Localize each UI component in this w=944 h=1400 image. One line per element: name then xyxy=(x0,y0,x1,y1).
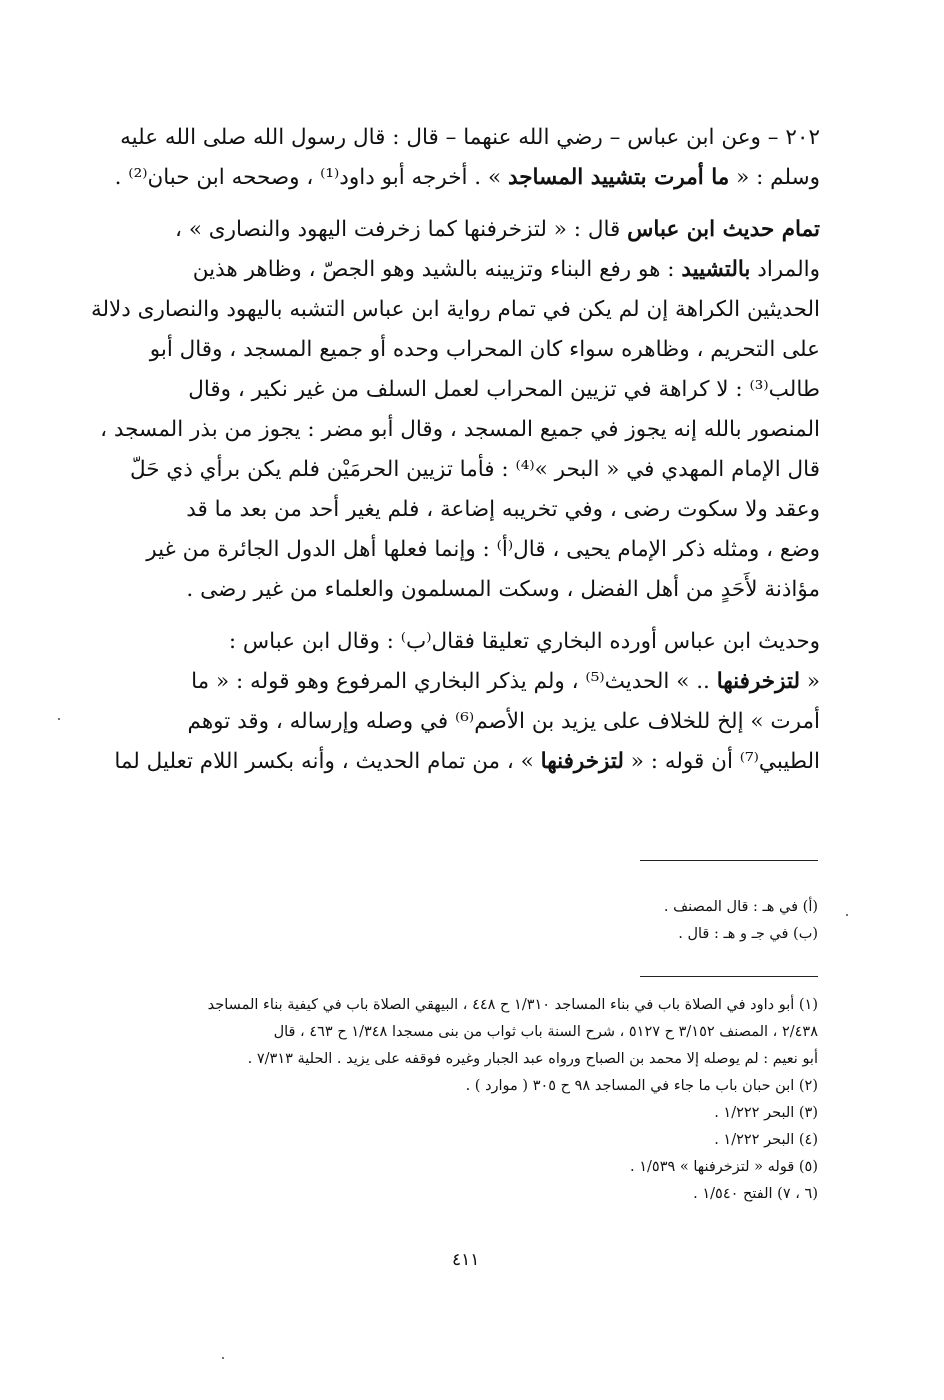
footnote-line: أبو نعيم : لم يوصله إلا محمد بن الصباح ورواه عبد الجبار وغيره فوقفه على يزيد . الحلية ٧/٣١٣ . xyxy=(247,1051,818,1067)
text-line: « لتزخرفنها .. » الحديث⁽⁵⁾ ، ولم يذكر البخاري المرفوع وهو قوله : « ما xyxy=(191,669,820,694)
text-line: وسلم : « ما أمرت بتشييد المساجد » . أخرجه أبو داود⁽¹⁾ ، وصححه ابن حبان⁽²⁾ . xyxy=(114,165,820,190)
scan-speck xyxy=(58,718,60,720)
main-text xyxy=(90,118,820,782)
text-line: على التحريم ، وظاهره سواء كان المحراب وحده أو جميع المسجد ، وقال أبو xyxy=(149,337,820,362)
footnote-divider-top xyxy=(640,860,818,861)
text-line: أمرت » إلخ للخلاف على يزيد بن الأصم⁽⁶⁾ في وصله وإرساله ، وقد توهم xyxy=(187,709,820,734)
footnote-line: ٢/٤٣٨ ، المصنف ٣/١٥٢ ح ٥١٢٧ ، شرح السنة باب ثواب من بنى مسجدا ١/٣٤٨ ح ٤٦٣ ، قال xyxy=(273,1024,818,1040)
scan-speck xyxy=(222,1357,224,1359)
footnotes xyxy=(128,992,818,1208)
text-line: مؤاذنة لأَحَدٍ من أهل الفضل ، وسكت المسلمون والعلماء من غير رضى . xyxy=(186,577,820,602)
hadith-quote: ما أمرت بتشييد المساجد xyxy=(507,165,730,190)
text-line: الحديثين الكراهة إن لم يكن في تمام رواية ابن عباس التشبه باليهود والنصارى دلالة xyxy=(90,297,820,322)
page-number: ٤١١ xyxy=(452,1250,480,1270)
variant-note: (أ) في هـ : قال المصنف . xyxy=(663,899,818,915)
commentary-paragraph xyxy=(90,210,820,610)
text-line: وعقد ولا سكوت رضى ، وفي تخريبه إضاعة ، فلم يغير أحد من بعد ما قد xyxy=(186,497,820,522)
quoted-word: لتزخرفنها xyxy=(716,669,800,694)
footnote-line: (٣) البحر ١/٢٢٢ . xyxy=(714,1105,818,1121)
defined-term: بالتشييد xyxy=(681,257,751,282)
variant-notes xyxy=(418,894,818,948)
text-line: الطيبي⁽⁷⁾ أن قوله : « لتزخرفنها » ، من تمام الحديث ، وأنه بكسر اللام تعليل لما xyxy=(114,749,820,774)
hadith-paragraph xyxy=(114,118,820,198)
text-line: طالب⁽³⁾ : لا كراهة في تزيين المحراب لعمل السلف من غير نكير ، وقال xyxy=(188,377,820,402)
text-line: ٢٠٢ – وعن ابن عباس – رضي الله عنهما – قال : قال رسول الله صلى الله عليه xyxy=(120,125,820,150)
section-heading: تمام حديث ابن عباس xyxy=(627,217,820,242)
quoted-word: لتزخرفنها xyxy=(540,749,624,774)
bukhari-paragraph xyxy=(114,622,820,782)
text-line: وحديث ابن عباس أورده البخاري تعليقا فقال⁽ب⁾ : وقال ابن عباس : xyxy=(228,629,820,654)
scan-speck xyxy=(846,914,848,916)
text-line: والمراد بالتشييد : هو رفع البناء وتزيينه بالشيد وهو الجصّ ، وظاهر هذين xyxy=(192,257,820,282)
footnote-line: (٥) قوله « لتزخرفنها » ١/٥٣٩ . xyxy=(630,1159,818,1175)
text-line: وضع ، ومثله ذكر الإمام يحيى ، قال⁽أ⁾ : وإنما فعلها أهل الدول الجائرة من غير xyxy=(146,537,820,562)
text-line: المنصور بالله إنه يجوز في جميع المسجد ، وقال أبو مضر : يجوز من بذر المسجد ، xyxy=(100,417,820,442)
text-line: قال الإمام المهدي في « البحر »⁽⁴⁾ : فأما تزيين الحرمَيْن فلم يكن برأي ذي حَلّ xyxy=(129,457,820,482)
footnote-line: (١) أبو داود في الصلاة باب في بناء المساجد ١/٣١٠ ح ٤٤٨ ، البيهقي الصلاة باب في كيفية بناء المساجد xyxy=(207,997,818,1013)
footnote-line: (٦ ، ٧) الفتح ١/٥٤٠ . xyxy=(693,1186,818,1202)
footnote-line: (٤) البحر ١/٢٢٢ . xyxy=(714,1132,818,1148)
text-line: تمام حديث ابن عباس قال : « لتزخرفنها كما زخرفت اليهود والنصارى » ، xyxy=(175,217,820,242)
footnote-line: (٢) ابن حبان باب ما جاء في المساجد ٩٨ ح ٣٠٥ ( موارد ) . xyxy=(465,1078,818,1094)
footnote-divider-bottom xyxy=(640,976,818,977)
variant-note: (ب) في جـ و هـ : قال . xyxy=(678,926,818,942)
